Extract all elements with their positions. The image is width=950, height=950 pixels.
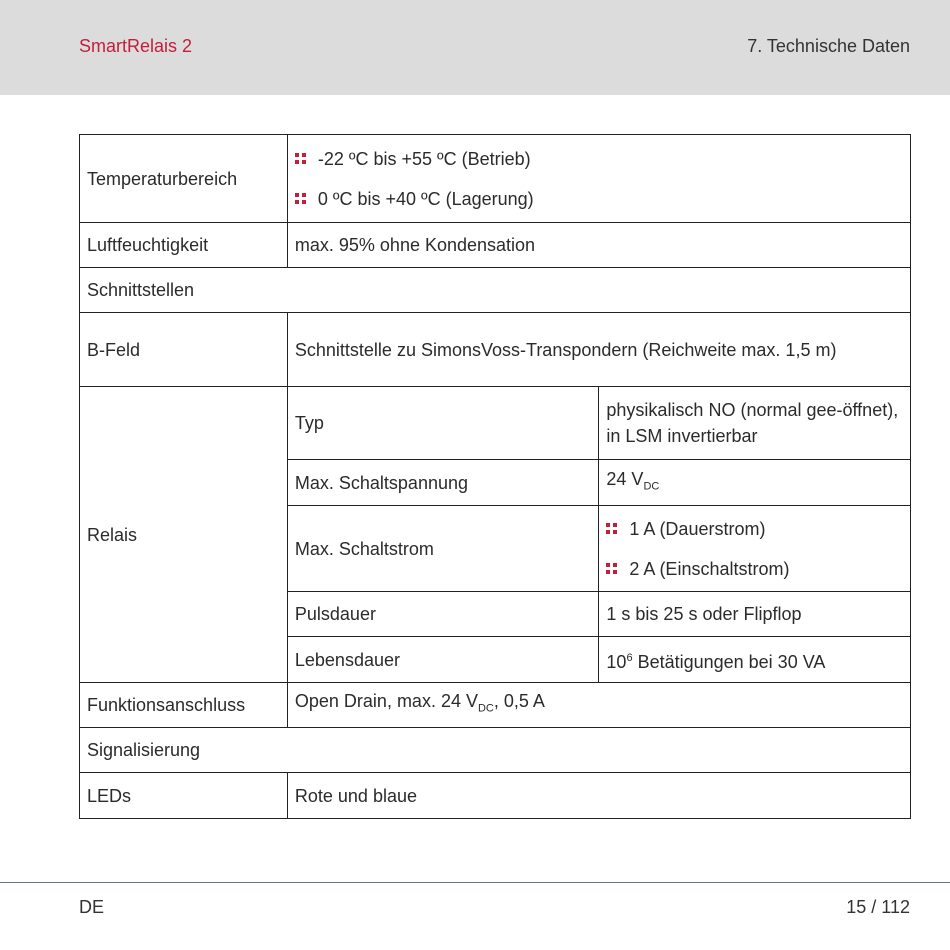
sub-label: Max. Schaltspannung [287,460,599,506]
table-row [80,773,911,819]
table-row [80,728,911,773]
footer-divider [0,882,950,883]
page-header [0,0,950,95]
sub-value: $10^6$ Betätigungen bei 30 VA [599,637,911,683]
table-row [80,268,911,313]
sub-label: Pulsdauer [287,592,599,637]
sub-value [599,506,911,592]
sub-value: 24 $V_{DC}$ [599,460,911,506]
row-label: Relais [80,387,288,683]
section-title: 7. Technische Daten [747,36,910,56]
section-heading: Signalisierung [80,728,911,773]
table-row [80,223,911,268]
row-label: B-Feld [80,313,288,387]
row-label: LEDs [80,773,288,819]
language-code: DE [79,897,105,917]
table-row [80,313,911,387]
row-value: Rote und blaue [287,773,910,819]
page-number: 15 / 112 [846,897,910,917]
row-label: Luftfeuchtigkeit [80,223,288,268]
list-item: 0 ºC bis +40 ºC (Lagerung) [295,179,903,219]
bullet-icon [295,153,306,164]
sub-value: 1 s bis 25 s oder Flipflop [599,592,911,637]
row-value: Open Drain, max. 24 $V_{DC}$, 0,5 A [287,683,910,728]
sub-label: Max. Schaltstrom [287,506,599,592]
spec-table [79,134,911,819]
row-value: Schnittstelle zu SimonsVoss-Transpondern (Reichweite max. 1,5 m) [287,313,910,387]
table-row [80,387,911,460]
table-row [80,683,911,728]
sub-label: Typ [287,387,599,460]
list-item: -22 ºC bis +55 ºC (Betrieb) [295,139,903,179]
product-title: SmartRelais 2 [79,36,193,56]
row-label: Temperaturbereich [80,135,288,223]
row-value: max. 95% ohne Kondensation [287,223,910,268]
table-row [80,135,911,223]
row-value [287,135,910,223]
bullet-icon [295,193,306,204]
bullet-icon [606,523,617,534]
bullet-icon [606,563,617,574]
sub-value: physikalisch NO (normal gee-öffnet), in LSM invertierbar [599,387,911,460]
section-heading: Schnittstellen [80,268,911,313]
list-item: 2 A (Einschaltstrom) [606,549,903,589]
row-label: Funktionsanschluss [80,683,288,728]
sub-label: Lebensdauer [287,637,599,683]
list-item: 1 A (Dauerstrom) [606,509,903,549]
